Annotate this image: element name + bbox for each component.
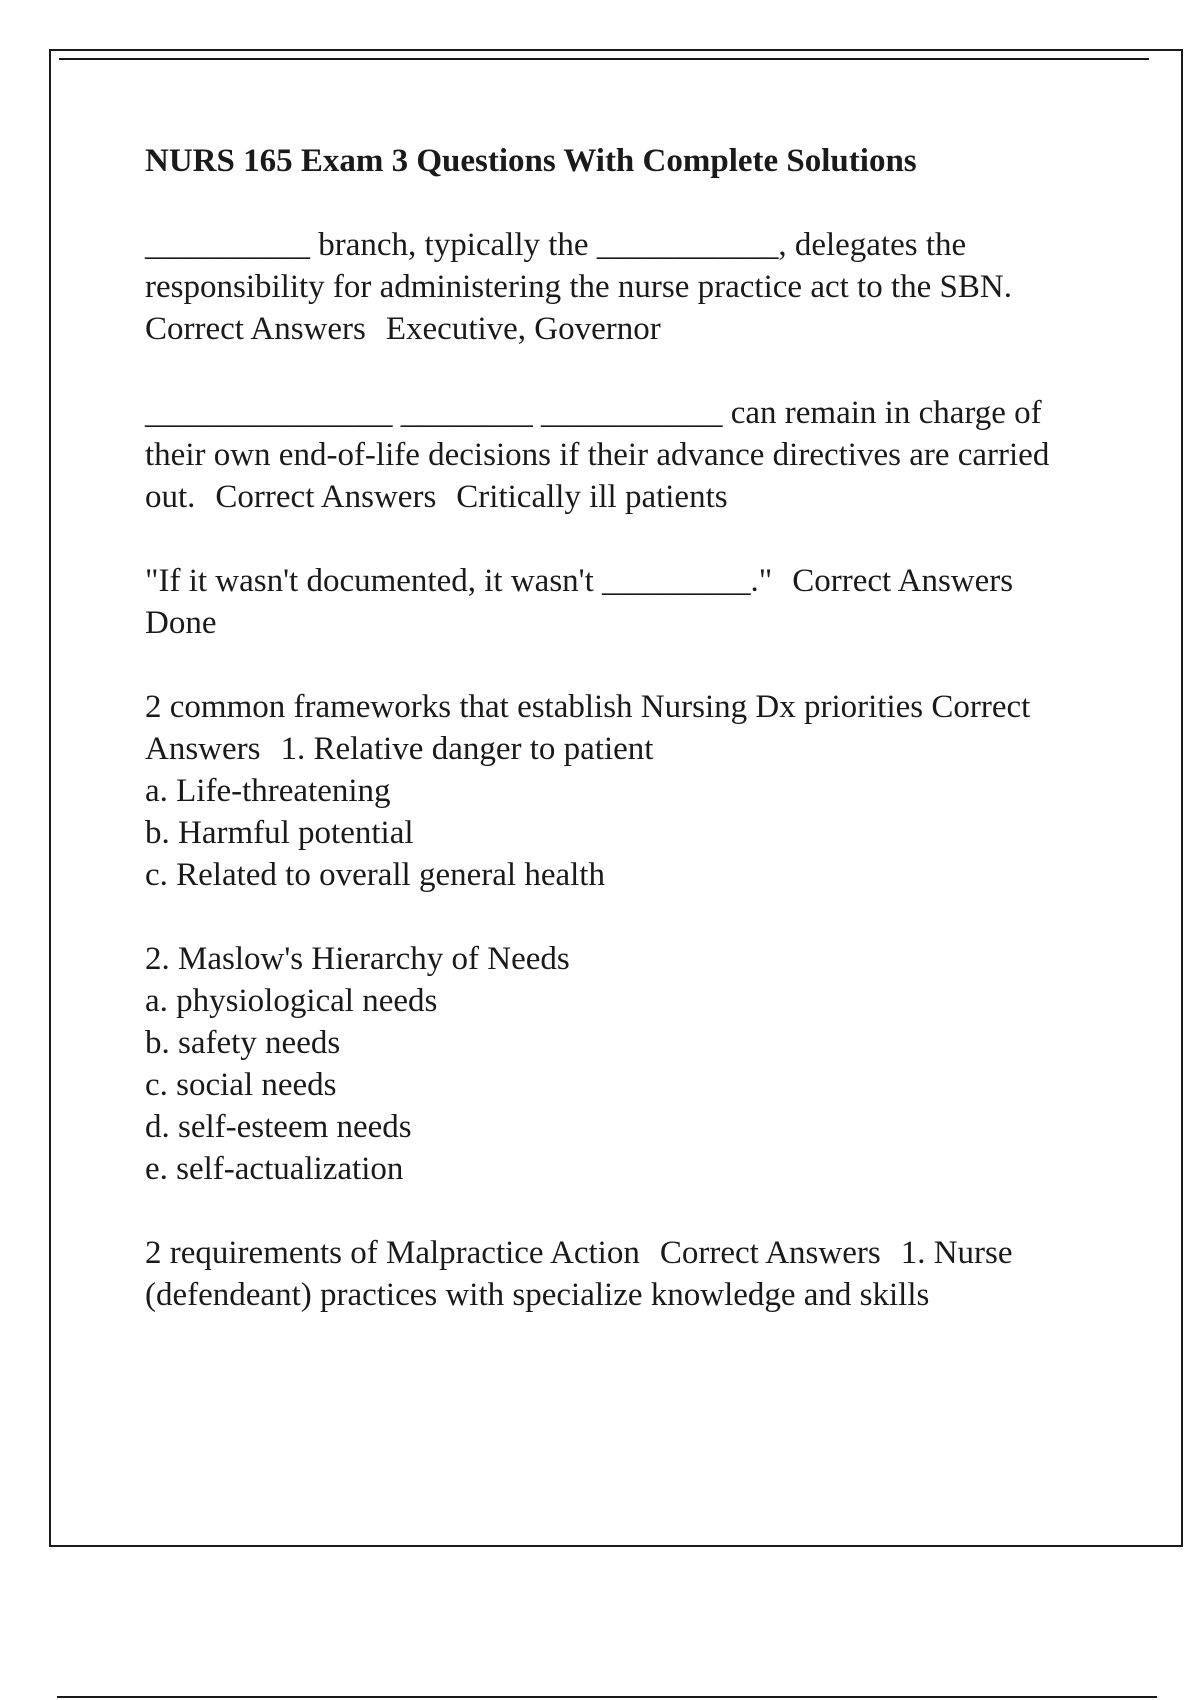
list-item: b. Harmful potential [145, 815, 414, 851]
answer-label: Correct Answers [792, 563, 1014, 599]
answer-label: Correct Answers [215, 479, 437, 515]
answer-label: Correct Answers [145, 311, 366, 347]
list-item: a. Life-threatening [145, 773, 391, 809]
qa-item-6 [145, 1232, 1075, 1316]
list-item: e. self-actualization [145, 1151, 404, 1187]
list-item: b. safety needs [145, 1025, 341, 1061]
top-rule [59, 58, 1149, 60]
document-body [145, 140, 1075, 1358]
list-heading: 2. Maslow's Hierarchy of Needs [145, 941, 570, 977]
question-text: "If it wasn't documented, it wasn't _________." [145, 563, 773, 599]
answer-text: Done [145, 605, 217, 641]
question-text: __________ branch, typically the ___________, delegates the responsibility for administering the nurse practice act to the SBN. [145, 227, 1012, 305]
qa-item-5 [145, 938, 1075, 1190]
document-title: NURS 165 Exam 3 Questions With Complete Solutions [145, 143, 917, 179]
qa-item-3 [145, 560, 1075, 644]
qa-item-1 [145, 224, 1075, 350]
bottom-rule [57, 1696, 1157, 1698]
qa-item-4 [145, 686, 1075, 896]
answer-text: 1. Relative danger to patient [280, 731, 654, 767]
question-text: 2 common frameworks that establish Nursing Dx priorities [145, 689, 924, 725]
answer-text: Critically ill patients [456, 479, 728, 515]
question-text: _______________ ________ ___________ can remain in charge of their own end-of-life decisions if their advance directives are carried out. [145, 395, 1050, 515]
list-item: d. self-esteem needs [145, 1109, 412, 1145]
list-item: a. physiological needs [145, 983, 438, 1019]
answer-text: Executive, Governor [385, 311, 661, 347]
list-item: c. social needs [145, 1067, 337, 1103]
list-item: c. Related to overall general health [145, 857, 605, 893]
question-text: 2 requirements of Malpractice Action [145, 1235, 640, 1271]
answer-label: Correct Answers [659, 1235, 881, 1271]
qa-item-2 [145, 392, 1075, 518]
answer-text: 1. Nurse (defendeant) practices with specialize knowledge and skills [145, 1235, 1013, 1313]
answer-label: Correct Answers [145, 689, 1031, 767]
